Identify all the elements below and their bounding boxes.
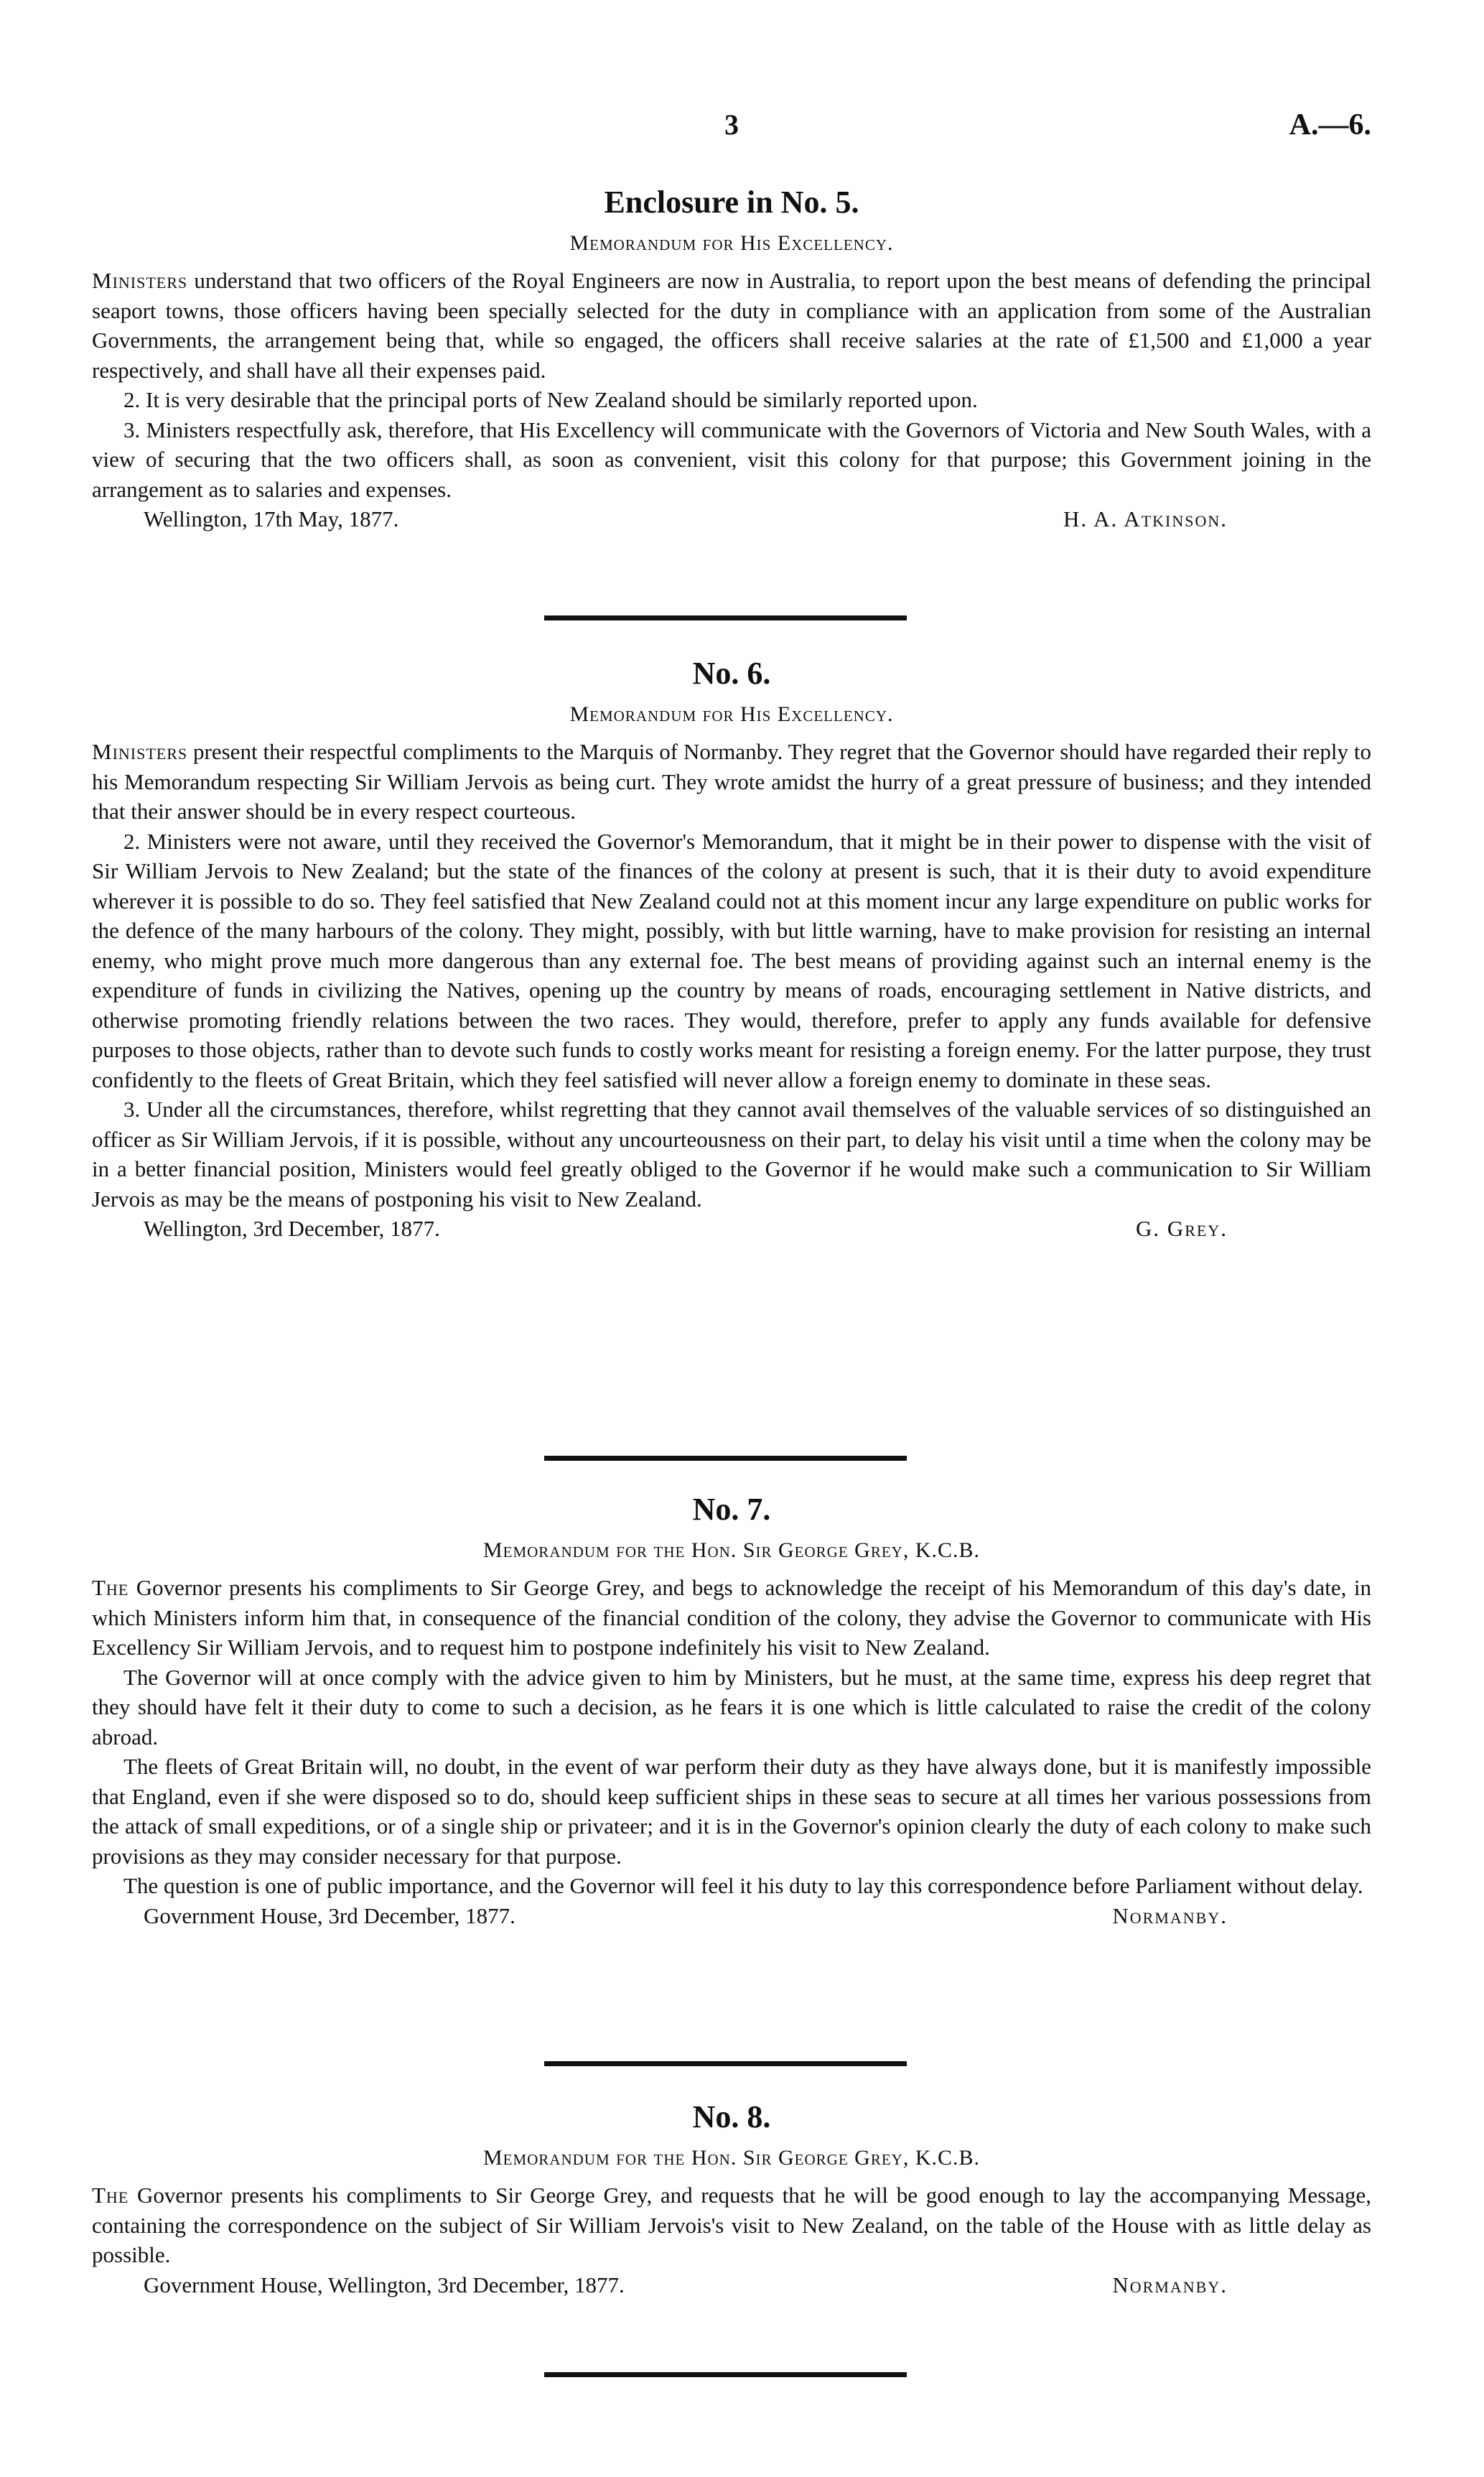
memo-heading: Memorandum for His Excellency.: [569, 702, 894, 726]
paragraph-1: [92, 737, 1371, 827]
signature-place-date: Government House, 3rd December, 1877.: [144, 1902, 515, 1928]
section-title: No. 8.: [692, 2099, 771, 2134]
paragraph-2: 2. It is very desirable that the principal ports of New Zealand should be similarly reported upon.: [123, 387, 978, 412]
paragraph-lead-word: The: [92, 2183, 129, 2208]
section-title: No. 6.: [692, 656, 771, 691]
section-divider: [544, 1456, 907, 1461]
section-no7: [92, 1488, 1371, 1931]
signature-line: [92, 504, 1371, 534]
paragraph-2: 2. Ministers were not aware, until they received the Governor's Memorandum, that it might be in their power to dispense with the visit of Sir William Jervois to New Zealand; but the state of the finances of the colony at present is such, that it is their duty to avoid expenditure wherever it is possible to do so. They feel satisfied that New Zealand could not at this moment incur any large expenditure on public works for the defence of the many harbours of the colony. They might, possibly, with but little warning, have to make provision for resisting an internal enemy, who might prove much more dangerous than any external foe. The best means of providing against such an internal enemy is the expenditure of funds in civilizing the Natives, opening up the country by means of roads, encouraging settlement in Native districts, and otherwise promoting friendly relations between the two races. They would, therefore, prefer to apply any funds available for defensive purposes to those objects, rather than to devote such funds to costly works meant for resisting a foreign enemy. For the latter purpose, they trust confidently to the fleets of Great Britain, which they feel satisfied will never allow a foreign enemy to dominate in these seas.: [92, 828, 1371, 1092]
signature-name: Normanby.: [1112, 2272, 1228, 2297]
signature-place-date: Wellington, 3rd December, 1877.: [144, 1216, 440, 1241]
page-number: 3: [724, 108, 739, 141]
paragraph-4: The question is one of public importance, and the Governor will feel it his duty to lay this correspondence before Parliament without delay.: [123, 1873, 1363, 1898]
section-divider: [544, 615, 907, 621]
section-title: Enclosure in No. 5.: [604, 185, 859, 220]
memo-heading: Memorandum for the Hon. Sir George Grey, K.C.B.: [482, 1538, 981, 1562]
section-divider: [544, 2372, 907, 2377]
paragraph-2: The Governor will at once comply with the advice given to him by Ministers, but he must, at the same time, express his deep regret that they should have felt it their duty to come to such a decision, as he fears it is one which is little calculated to raise the credit of the colony abroad.: [92, 1664, 1371, 1749]
section-divider: [544, 2061, 907, 2066]
memo-heading: Memorandum for the Hon. Sir George Grey, K.C.B.: [482, 2146, 981, 2170]
paragraph-3: 3. Ministers respectfully ask, therefore, that His Excellency will communicate with the Governors of Victoria and New South Wales, with a view of securing that the two officers shall, as soon as convenient, visit this colony for that purpose; this Government joining in the arrangement as to salaries and expenses.: [92, 417, 1371, 502]
paragraph-1: [92, 2180, 1371, 2270]
memo-heading: Memorandum for His Excellency.: [569, 231, 894, 255]
paragraph-lead-word: Ministers: [92, 268, 188, 293]
signature-name: Normanby.: [1112, 1902, 1228, 1928]
section-title: No. 7.: [692, 1492, 771, 1527]
signature-place-date: Wellington, 17th May, 1877.: [144, 506, 399, 531]
paragraph-lead-word: Ministers: [92, 739, 188, 764]
paragraph-3: 3. Under all the circumstances, therefore, whilst regretting that they cannot avail themselves of the valuable services of so distinguished an officer as Sir William Jervois, if it is possible, without any uncourteousness on their part, to delay his visit until a time when the colony may be in a better financial position, Ministers would feel greatly obliged to the Governor if he would make such a communication to Sir William Jervois as may be the means of postponing his visit to New Zealand.: [92, 1097, 1371, 1212]
section-no6: [92, 652, 1371, 1244]
document-reference: A.—6.: [1289, 108, 1371, 141]
section-enclosure-no5: [92, 181, 1371, 534]
paragraph-text: present their respectful compliments to the Marquis of Normanby. They regret that the Governor should have regarded their reply to his Memorandum respecting Sir William Jervois as being curt. They wrote amidst the hurry of a great pressure of business; and they intended that their answer should be in every respect courteous.: [92, 739, 1371, 824]
signature-line: [92, 2270, 1371, 2300]
signature-name: G. Grey.: [1135, 1216, 1228, 1241]
signature-line: [92, 1214, 1371, 1244]
paragraph-1: [92, 1573, 1371, 1663]
paragraph-3: The fleets of Great Britain will, no doubt, in the event of war perform their duty as they have always done, but it is manifestly impossible that England, even if she were disposed so to do, should keep sufficient ships in these seas to secure at all times her various possessions from the attack of small expeditions, or of a single ship or privateer; and it is in the Governor's opinion clearly the duty of each colony to make such provisions as they may consider necessary for that purpose.: [92, 1754, 1371, 1869]
paragraph-text: Governor presents his compliments to Sir George Grey, and begs to acknowledge the receipt of his Memorandum of this day's date, in which Ministers inform him that, in consequence of the financial condition of the colony, they advise the Governor to communicate with His Excellency Sir William Jervois, and to request him to postpone indefinitely his visit to New Zealand.: [92, 1575, 1371, 1660]
page-header: [92, 108, 1371, 151]
paragraph-text: understand that two officers of the Royal Engineers are now in Australia, to report upon the best means of defending the principal seaport towns, those officers having been specially selected for the duty in compliance with an application from some of the Australian Governments, the arrangement being that, while so engaged, the officers shall receive salaries at the rate of £1,500 and £1,000 a year respectively, and shall have all their expenses paid.: [92, 268, 1371, 383]
paragraph-1: [92, 266, 1371, 385]
section-no8: [92, 2096, 1371, 2300]
signature-name: H. A. Atkinson.: [1063, 506, 1228, 531]
paragraph-lead-word: The: [92, 1575, 129, 1600]
paragraph-text: Governor presents his compliments to Sir George Grey, and requests that he will be good enough to lay the accompanying Message, containing the correspondence on the subject of Sir William Jervois's visit to New Zealand, on the table of the House with as little delay as possible.: [92, 2183, 1371, 2267]
signature-line: [92, 1901, 1371, 1931]
signature-place-date: Government House, Wellington, 3rd December, 1877.: [144, 2272, 625, 2297]
